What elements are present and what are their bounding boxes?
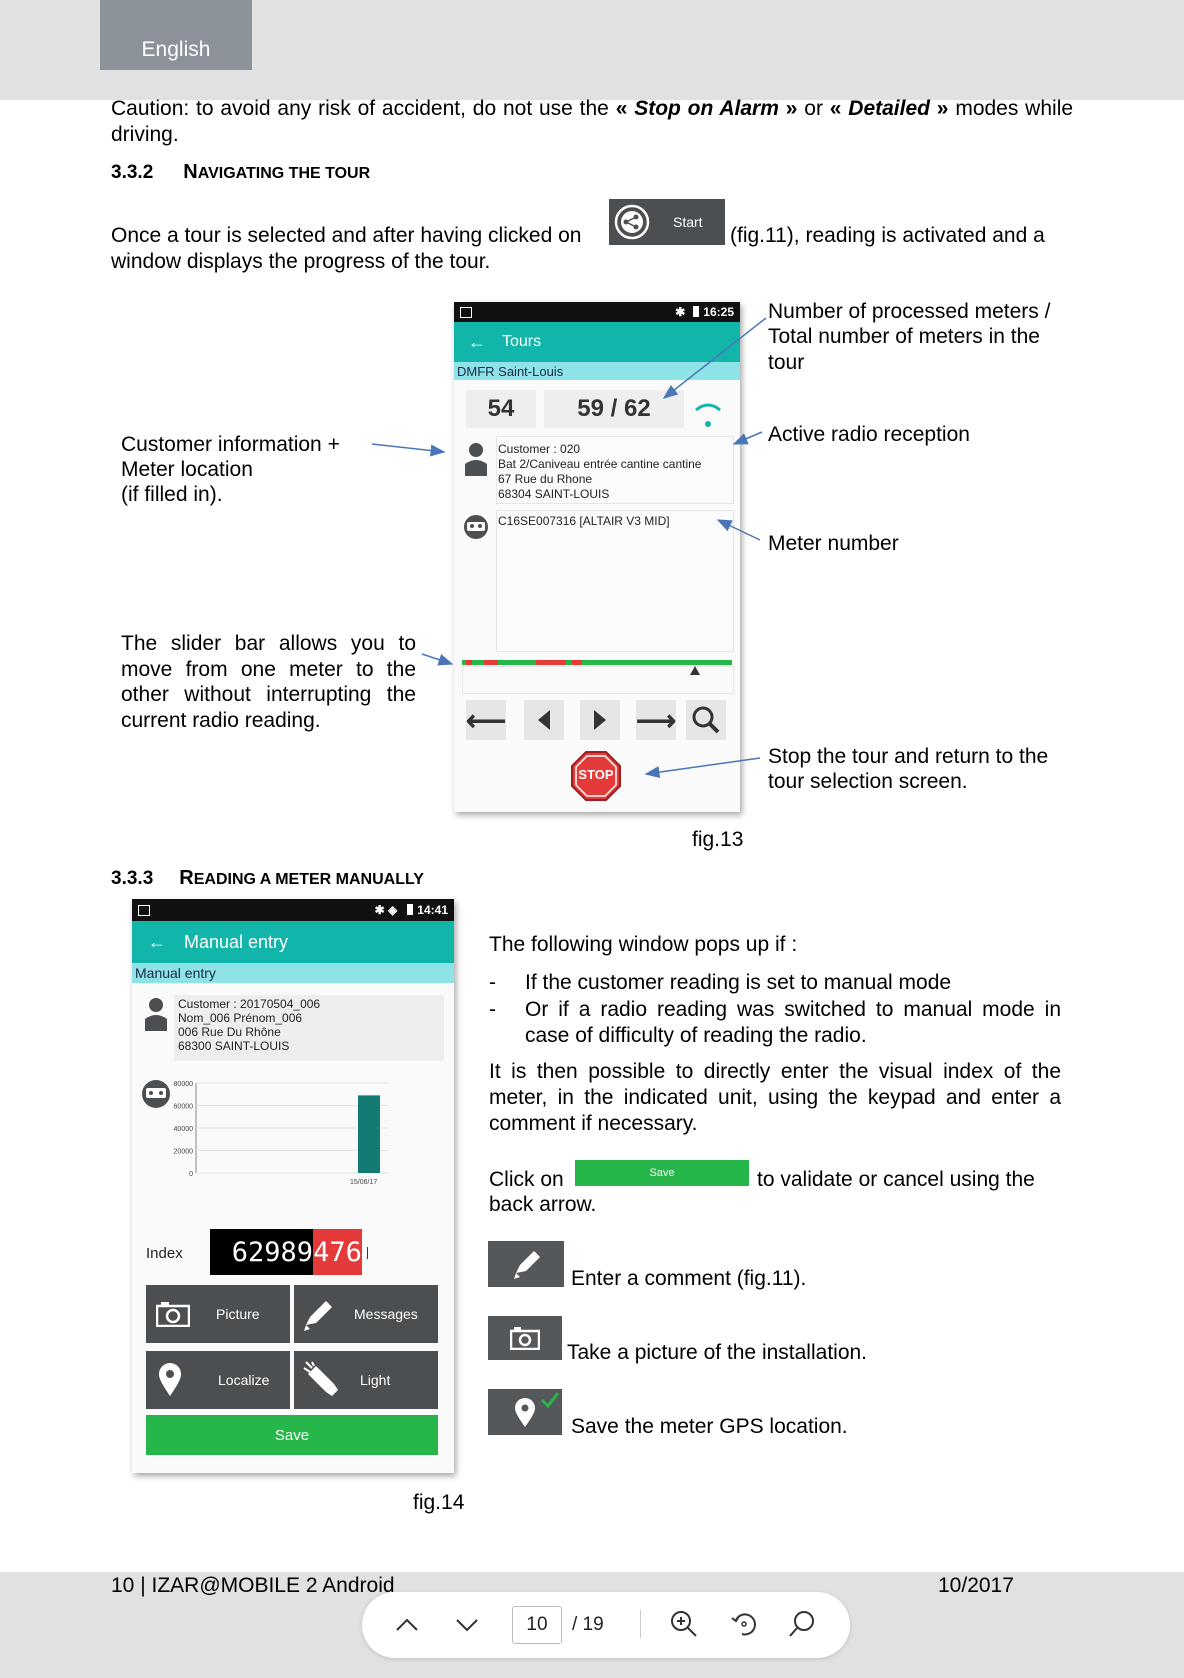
bullet-dash-1: - (489, 971, 496, 994)
annotation-meter-number: Meter number (768, 532, 899, 555)
bullet-text-2: Or if a radio reading was switched to manual mode in case of difficulty of reading the radio. (525, 998, 1061, 1047)
fig14-customer-line-1: Customer : 20170504_006 (178, 997, 321, 1011)
manual-paragraph: It is then possible to directly enter the visual index of the meter, in the indicated unit, using the keypad and enter a comment if necessary. (489, 1060, 1061, 1135)
save-button-image: Save (575, 1160, 749, 1186)
arrow-to-slider (422, 654, 452, 664)
chart-y-tick-label: 80000 (173, 1081, 193, 1088)
light-button-label: Light (360, 1372, 391, 1388)
messages-button[interactable] (294, 1285, 438, 1343)
intro-line-1-end: (fig.11), reading is activated and a (730, 224, 1045, 247)
chevron-down-icon (452, 1610, 482, 1640)
battery-icon (407, 904, 413, 915)
rotate-button[interactable] (728, 1608, 760, 1640)
fig14-save-button[interactable]: Save (146, 1415, 438, 1455)
fig14-caption: fig.14 (413, 1491, 465, 1514)
quote-close-1: » (778, 97, 798, 120)
annotation-active-radio: Active radio reception (768, 423, 970, 446)
camera-icon (510, 1326, 540, 1350)
pager-divider (640, 1610, 641, 1638)
intro-line-1-start: Once a tour is selected and after having clicked on (111, 224, 582, 247)
section-title-initial: R (179, 867, 194, 889)
fig14-status-bar (132, 899, 454, 921)
chart-y-tick-label: 40000 (173, 1126, 193, 1133)
fig13-customer-line-1: Customer : 020 (498, 442, 581, 456)
total-counter: 59 / 62 (544, 390, 684, 428)
fig13-customer-line-3: 67 Rue du Rhone (498, 472, 593, 486)
fig14-subtitle: Manual entry (135, 965, 216, 981)
comment-icon-tile (488, 1241, 564, 1287)
fig13-status-time: 16:25 (703, 305, 734, 319)
zoom-in-icon (668, 1608, 700, 1640)
caution-prefix: Caution: to avoid any risk of accident, do not use the (111, 97, 616, 120)
fig14-consumption-chart (166, 1071, 426, 1201)
fig13-customer-line-4: 68304 SAINT-LOUIS (498, 487, 610, 501)
section-number: 3.3.2 (111, 162, 154, 183)
bluetooth-icon: ✱ (675, 305, 686, 319)
map-pin-icon (158, 1362, 182, 1398)
customer-person-icon (144, 997, 168, 1031)
caution-or: or (797, 97, 830, 120)
fig14-status-time: 14:41 (417, 903, 448, 917)
annotation-processed-line-3: tour (768, 351, 805, 374)
fig13-meter-number: C16SE007316 [ALTAIR V3 MID] (498, 514, 670, 528)
notification-icon (138, 905, 150, 916)
start-button-label: Start (673, 214, 703, 230)
arrow-to-counter (664, 318, 766, 398)
annotation-stop-line-2: tour selection screen. (768, 770, 968, 793)
checkmark-icon (540, 1391, 560, 1409)
annotation-stop-line-1: Stop the tour and return to the (768, 745, 1049, 768)
page-number-input[interactable]: 10 (512, 1606, 562, 1644)
gps-icon-tile (488, 1389, 562, 1435)
quote-open-1: « (615, 97, 635, 120)
fig13-app-title: Tours (502, 333, 542, 350)
fig13-customer-line-2: Bat 2/Caniveau entrée cantine cantine (498, 457, 702, 471)
arrow-to-customer (372, 444, 444, 452)
rotate-icon (728, 1608, 760, 1640)
bluetooth-vibrate-icon: ✱ ◈ (374, 903, 398, 917)
chart-bars (358, 1095, 380, 1173)
picture-text: Take a picture of the installation. (567, 1341, 868, 1364)
pencil-icon (300, 1295, 338, 1333)
fig13-caption: fig.13 (692, 828, 744, 851)
stop-on-alarm-mode: Stop on Alarm (634, 97, 779, 120)
localize-button[interactable] (146, 1351, 290, 1409)
click-on-text: Click on (489, 1168, 564, 1191)
arrow-right-long-icon: ⟶ (635, 704, 677, 736)
footer-date: 10/2017 (938, 1574, 1014, 1597)
text-cursor (367, 1247, 368, 1259)
index-display[interactable] (210, 1229, 362, 1275)
section-heading-333 (111, 867, 424, 890)
picture-button[interactable] (146, 1285, 290, 1343)
camera-icon (156, 1301, 190, 1327)
next-page-button[interactable] (452, 1610, 482, 1640)
arrow-to-meter-number (718, 520, 760, 540)
messages-button-label: Messages (354, 1306, 418, 1322)
gps-text: Save the meter GPS location. (571, 1415, 848, 1438)
annotation-processed-line-1: Number of processed meters / (768, 300, 1051, 323)
localize-button-label: Localize (218, 1372, 270, 1388)
fig14-customer-line-2: Nom_006 Prénom_006 (178, 1011, 303, 1025)
annotation-slider-line-3: other without interrupting the (121, 683, 416, 706)
detailed-mode: Detailed (848, 97, 930, 120)
fig14-phone-screenshot (132, 899, 454, 1473)
section-title-rest: EADING A METER MANUALLY (193, 871, 424, 888)
chevron-up-icon (392, 1610, 422, 1640)
caution-suffix: modes while driving. (111, 97, 1074, 146)
popup-intro: The following window pops up if : (489, 933, 798, 956)
footer-left-text: 10 | IZAR@MOBILE 2 Android (111, 1574, 395, 1597)
processed-counter: 54 (466, 390, 536, 428)
bullet-text-1: If the customer reading is set to manual mode (525, 971, 952, 994)
fig14-customer-line-4: 68300 SAINT-LOUIS (178, 1039, 290, 1053)
chart-bar (358, 1095, 380, 1173)
intro-line-2: window displays the progress of the tour. (111, 250, 491, 273)
light-button[interactable] (294, 1351, 438, 1409)
flashlight-icon (300, 1360, 340, 1400)
chart-x-tick-label: 15/06/17 (350, 1179, 378, 1186)
fig14-app-bar (132, 921, 454, 963)
quote-close-2: » (929, 97, 949, 120)
picture-button-label: Picture (216, 1306, 260, 1322)
section-number: 3.3.3 (111, 868, 154, 889)
annotation-customer-line-1: Customer information + (121, 433, 340, 456)
fig13-subtitle: DMFR Saint-Louis (457, 363, 564, 379)
annotation-slider-line-2: move from one meter to the (121, 658, 416, 681)
search-document-button[interactable] (786, 1608, 818, 1640)
annotation-slider-line-4: current radio reading. (121, 709, 321, 732)
chart-y-tick-label: 20000 (173, 1148, 193, 1156)
arrow-to-stop (646, 758, 760, 774)
index-black-digits: 62989 (231, 1236, 313, 1268)
back-arrow-text: back arrow. (489, 1193, 597, 1216)
annotation-slider-line-1: The slider bar allows you to (121, 632, 416, 655)
annotation-processed-line-2: Total number of meters in the (768, 325, 1040, 348)
fig14-subtitle-bar (132, 963, 454, 983)
annotation-customer-line-2: Meter location (121, 458, 253, 481)
chart-y-tick-label: 0 (189, 1171, 193, 1178)
language-tab[interactable]: English (100, 0, 252, 70)
arrow-left-long-icon: ⟵ (465, 704, 507, 736)
search-icon (786, 1608, 818, 1640)
zoom-in-button[interactable] (668, 1608, 700, 1640)
chart-y-tick-label: 60000 (173, 1103, 193, 1111)
page-total: / 19 (572, 1614, 604, 1635)
previous-page-button[interactable] (392, 1610, 422, 1640)
annotation-customer-line-3: (if filled in). (121, 483, 223, 506)
chart-y-ticks (174, 1081, 194, 1178)
bullet-dash-2: - (489, 998, 496, 1021)
fig14-customer-line-3: 006 Rue Du Rhône (178, 1025, 281, 1039)
fig14-app-title: Manual entry (184, 931, 289, 952)
pencil-icon (512, 1247, 544, 1281)
pdf-page-navigator (362, 1592, 850, 1658)
section-title-rest: AVIGATING THE TOUR (197, 165, 371, 182)
arrow-to-radio (734, 432, 762, 444)
back-arrow-icon[interactable]: ← (148, 931, 166, 952)
picture-icon-tile (488, 1316, 562, 1360)
after-save-text: to validate or cancel using the (757, 1168, 1035, 1191)
map-pin-icon (514, 1397, 536, 1429)
section-title-initial: N (183, 161, 198, 183)
back-arrow-icon[interactable]: ← (468, 331, 486, 352)
comment-text: Enter a comment (fig.11). (571, 1267, 807, 1290)
index-label: Index (146, 1245, 183, 1262)
quote-open-2: « (829, 97, 849, 120)
stop-button-label: STOP (578, 767, 614, 782)
index-red-digits: 476 (313, 1229, 362, 1275)
